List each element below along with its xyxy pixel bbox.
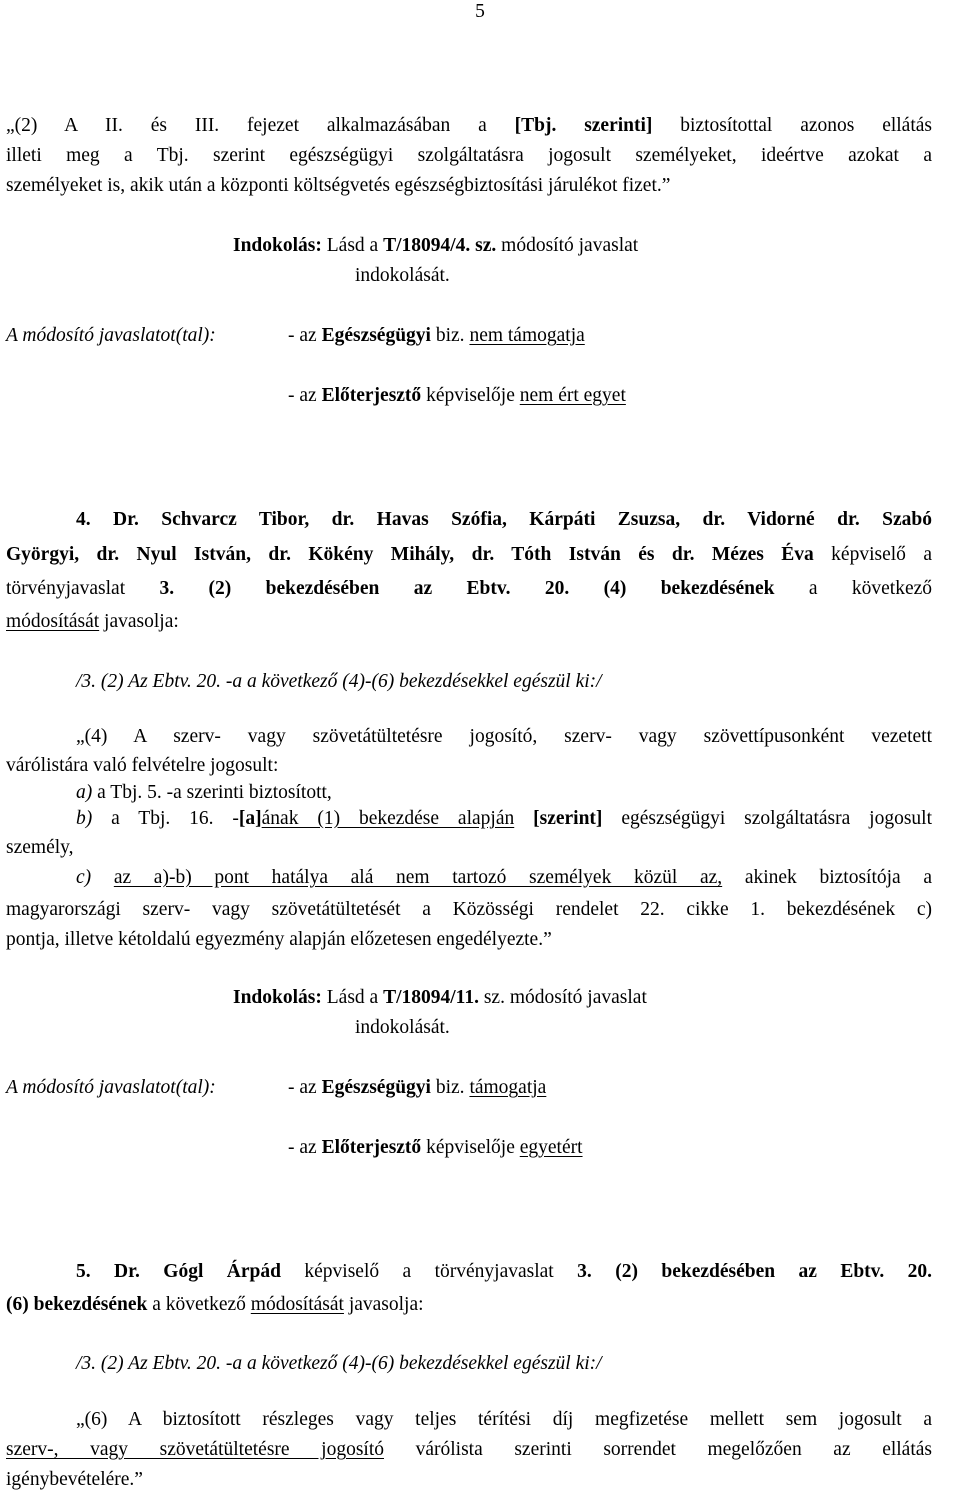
text: képviselője [421, 385, 520, 406]
votes-2-committee [288, 1073, 546, 1103]
document-reference: T/18094/11. [383, 987, 479, 1008]
text: Lásd a [321, 987, 384, 1008]
text: biz. [430, 325, 470, 346]
section-reference: (6) bekezdésének [6, 1294, 148, 1315]
inserted-text: az a)-b) pont hatálya alá nem tartozó személyek közül az, [113, 867, 723, 888]
justification-2 [233, 983, 647, 1013]
deleted-text: [Tbj. szerinti] [514, 115, 653, 136]
votes-2-proposer [288, 1133, 583, 1163]
paragraph-2-line-1 [6, 111, 932, 141]
text: képviselő a törvényjavaslat [280, 1261, 578, 1282]
paragraph-6-line-1: „(6) A biztosított részleges vagy teljes térítési díj megfizetése mellett sem jogosult a [76, 1409, 932, 1430]
text: a következő [147, 1294, 251, 1315]
vote-result: nem támogatja [469, 325, 585, 346]
item-4-line-4 [6, 607, 932, 637]
text [514, 808, 533, 829]
text: akinek biztosítója a [722, 867, 933, 888]
proposers: 5. Dr. Gógl Árpád [76, 1261, 281, 1282]
text: módosító javaslat [496, 235, 639, 256]
deleted-text: [a] [238, 808, 262, 829]
text: a Tbj. 5. -a szerinti biztosított, [92, 782, 332, 803]
point-label: b) [76, 808, 93, 829]
justification-1 [233, 231, 638, 261]
text: javasolja: [343, 1294, 424, 1315]
vote-result: egyetért [519, 1137, 583, 1158]
paragraph-2-line-2: illeti meg a Tbj. szerint egészségügyi szolgáltatásra jogosult személyeket, ideértve azokat a [6, 145, 932, 166]
justification-label: Indokolás: [233, 235, 322, 256]
votes-2-label: A módosító javaslatot(tal): [6, 1077, 216, 1098]
vote-result: nem ért egyet [519, 385, 626, 406]
text: sz. [470, 235, 497, 256]
justification-label: Indokolás: [233, 987, 322, 1008]
text: biz. [430, 1077, 470, 1098]
paragraph-4-point-b [76, 804, 932, 834]
text: biztosítottal azonos ellátás [652, 115, 933, 136]
item-5-line-2 [6, 1290, 932, 1320]
paragraph-4-point-c-line-3: pontja, illetve kétoldalú egyezmény alapján előzetesen engedélyezte.” [6, 929, 552, 950]
text: „(2) A II. és III. fejezet alkalmazásában a [6, 115, 515, 136]
point-label: a) [76, 782, 93, 803]
text: várólista szerinti sorrendet megelőzően az ellátás [384, 1439, 933, 1460]
paragraph-4-line-2: várólistára való felvételre jogosult: [6, 755, 279, 776]
text: képviselője [421, 1137, 520, 1158]
inserted-text: szerv-, vagy szövetátültetésre jogosító [6, 1439, 384, 1460]
page-number: 5 [475, 1, 485, 22]
justification-2-cont: indokolását. [355, 1017, 450, 1038]
vote-result: támogatja [469, 1077, 547, 1098]
text: a Tbj. 16. - [92, 808, 239, 829]
votes-1-label: A módosító javaslatot(tal): [6, 325, 216, 346]
text: a következő [774, 578, 933, 599]
paragraph-6-line-3: igénybevételére.” [6, 1469, 143, 1490]
item-4-reference: /3. (2) Az Ebtv. 20. -a a következő (4)-(6) bekezdésekkel egészül ki:/ [76, 671, 602, 692]
committee-name: Egészségügyi [321, 1077, 431, 1098]
section-reference: 3. (2) bekezdésében az Ebtv. 20. (4) bekezdésének [159, 578, 775, 599]
item-5-reference: /3. (2) Az Ebtv. 20. -a a következő (4)-(6) bekezdésekkel egészül ki:/ [76, 1353, 602, 1374]
text: módosító javaslat [504, 987, 647, 1008]
deleted-text: [szerint] [533, 808, 603, 829]
text: Lásd a [321, 235, 384, 256]
text: egészségügyi szolgáltatásra jogosult [602, 808, 932, 829]
item-4-line-3 [6, 574, 932, 604]
text: törvényjavaslat [6, 578, 160, 599]
section-reference: 3. (2) bekezdésében az Ebtv. 20. [577, 1261, 933, 1282]
text: képviselő a [813, 544, 932, 565]
text: - az [288, 1137, 322, 1158]
text: - az [288, 1077, 322, 1098]
text: módosítását [6, 611, 100, 632]
text: sz. [478, 987, 505, 1008]
item-4-line-2 [6, 540, 932, 570]
committee-name: Egészségügyi [321, 325, 431, 346]
paragraph-4-point-b-cont: személy, [6, 837, 74, 858]
votes-1-committee [288, 321, 585, 351]
proposers: Györgyi, dr. Nyul István, dr. Kökény Mihály, dr. Tóth István és dr. Mézes Éva [6, 544, 814, 565]
text: javasolja: [99, 611, 179, 632]
justification-1-cont: indokolását. [355, 265, 450, 286]
paragraph-4-line-1: „(4) A szerv- vagy szövetátültetésre jogosító, szerv- vagy szövettípusonként vezetett [76, 726, 932, 747]
item-4-line-1: 4. Dr. Schvarcz Tibor, dr. Havas Szófia, Kárpáti Zsuzsa, dr. Vidorné dr. Szabó [76, 509, 932, 530]
paragraph-6-line-2 [6, 1435, 932, 1465]
paragraph-4-point-c [76, 863, 932, 893]
text: - az [288, 385, 322, 406]
paragraph-4-point-c-line-2: magyarországi szerv- vagy szövetátültetését a Közösségi rendelet 22. cikke 1. bekezdésének c) [6, 899, 932, 920]
inserted-text: ának (1) bekezdése alapján [261, 808, 515, 829]
proposer-name: Előterjesztő [321, 385, 422, 406]
votes-1-proposer [288, 381, 626, 411]
paragraph-2-line-3: személyeket is, akik után a központi költségvetés egészségbiztosítási járulékot fizet.” [6, 175, 671, 196]
text: módosítását [250, 1294, 344, 1315]
document-reference: T/18094/4. [383, 235, 471, 256]
proposer-name: Előterjesztő [321, 1137, 422, 1158]
text: - az [288, 325, 322, 346]
text [91, 867, 114, 888]
point-label: c) [76, 867, 92, 888]
item-5-line-1 [76, 1257, 932, 1287]
